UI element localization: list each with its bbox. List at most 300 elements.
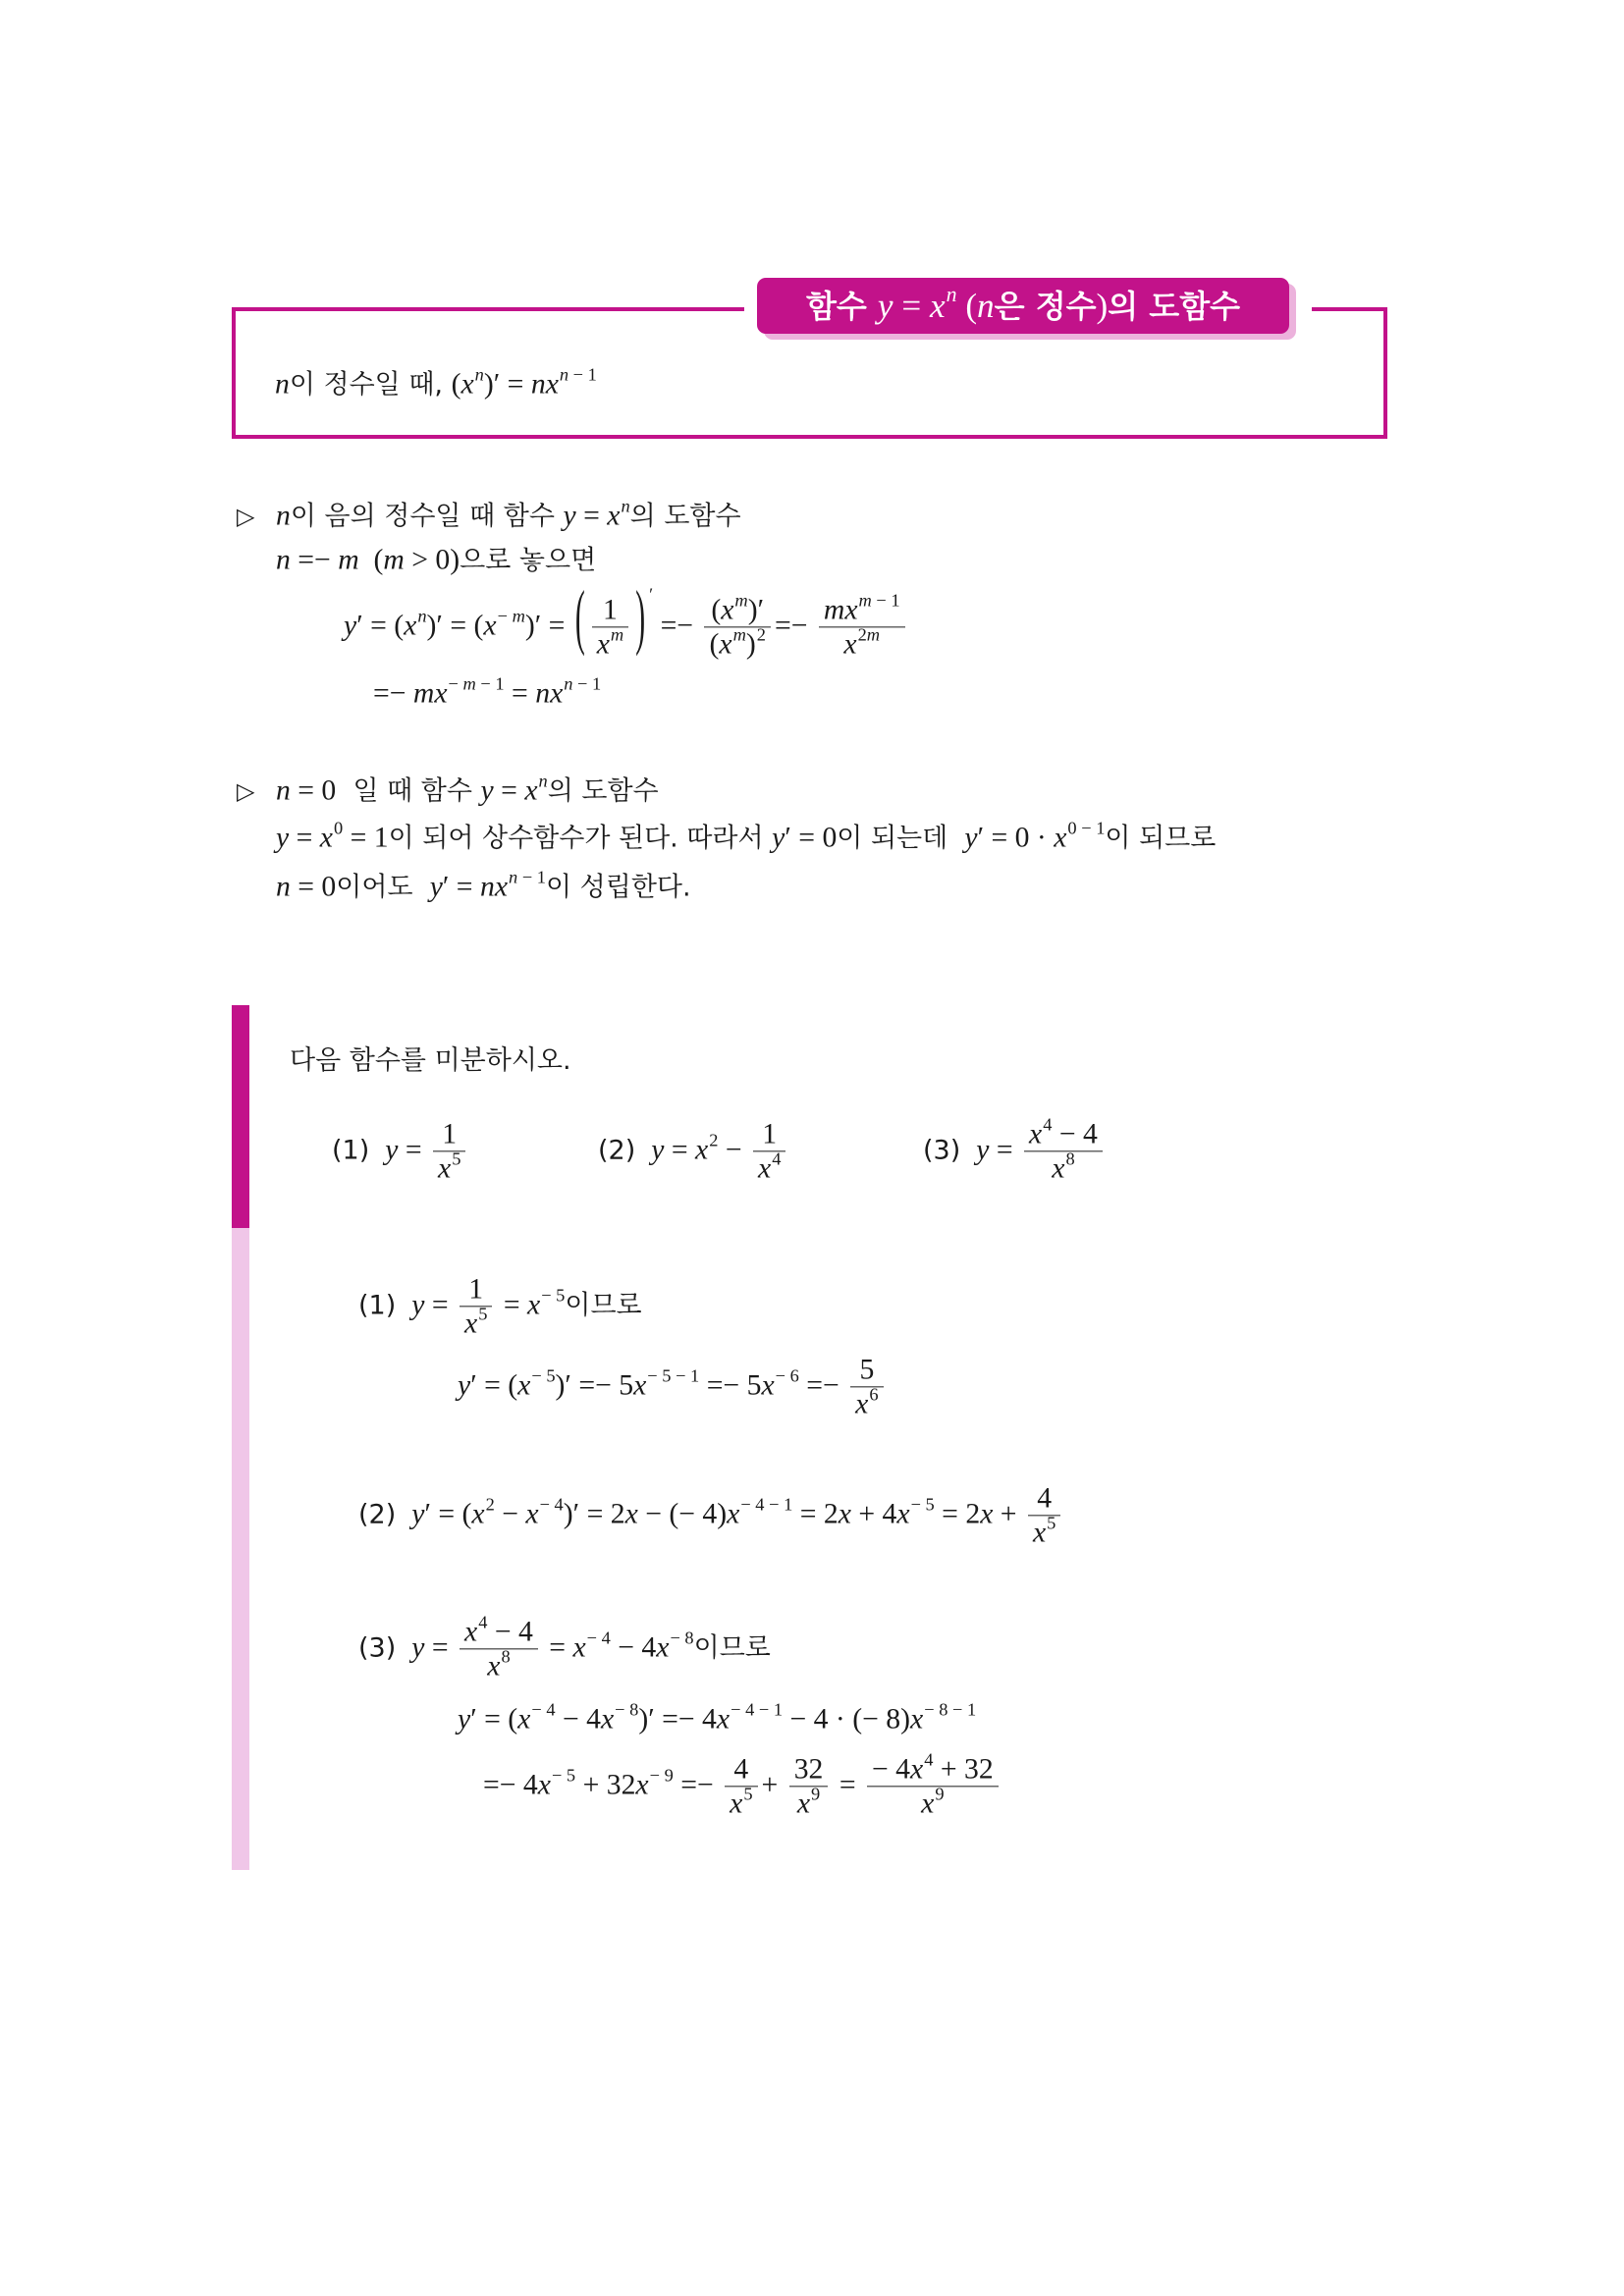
- math-variable: x: [524, 774, 538, 807]
- math-symbol: ′ = (: [470, 1703, 518, 1735]
- fraction-numerator: [867, 1748, 999, 1786]
- math-symbol: − 5 − 1: [647, 1365, 700, 1386]
- math-symbol: )′ =: [524, 610, 572, 642]
- math-symbol: ′: [649, 584, 654, 605]
- fraction-numerator: [819, 589, 905, 626]
- superscript: [498, 606, 525, 625]
- math-variable: y: [411, 1289, 425, 1321]
- math-symbol: =: [664, 1134, 696, 1166]
- solution-1-line-2: [458, 1353, 888, 1420]
- math-symbol: 1: [442, 1118, 458, 1150]
- superscript: [733, 624, 746, 644]
- math-symbol: 4: [478, 1611, 488, 1631]
- solution-2-line-1: [358, 1481, 1064, 1549]
- fraction-numerator: [704, 589, 770, 626]
- fraction-denominator: [433, 1148, 465, 1186]
- math-symbol: 1: [468, 1273, 484, 1306]
- theorem-title: [805, 283, 1241, 325]
- math-symbol: − (− 4): [637, 1498, 728, 1530]
- math-symbol: 5: [478, 1304, 488, 1324]
- math-symbol: − 9: [649, 1765, 674, 1786]
- math-symbol: + 32: [575, 1769, 636, 1801]
- math-variable: mx: [412, 677, 448, 710]
- solution-3-line-3: [483, 1748, 1002, 1820]
- math-variable: m: [866, 624, 881, 645]
- math-symbol: ′ = (: [424, 1498, 472, 1530]
- math-variable: y: [964, 822, 978, 854]
- superscript: [478, 1304, 487, 1323]
- math-variable: x: [537, 1769, 551, 1801]
- fraction-denominator: [819, 624, 905, 662]
- math-variable: x: [483, 610, 497, 642]
- superscript: [334, 818, 343, 837]
- math-variable: x: [319, 822, 333, 854]
- math-symbol: (: [358, 544, 384, 576]
- superscript: [531, 1365, 555, 1385]
- math-symbol: − 5: [541, 1285, 566, 1306]
- math-variable: m: [338, 544, 359, 576]
- fraction-denominator: [460, 1646, 538, 1683]
- math-symbol: ′ =: [442, 871, 480, 903]
- math-symbol: 5: [859, 1354, 875, 1386]
- math-symbol: 4: [924, 1748, 934, 1769]
- triangle-bullet-icon: ▷: [237, 503, 255, 530]
- superscript: [649, 584, 653, 604]
- fraction-denominator: [704, 624, 770, 662]
- math-variable: y: [458, 1703, 471, 1735]
- math-variable: x: [464, 1308, 478, 1340]
- fraction-denominator: [592, 624, 628, 662]
- math-variable: nx: [530, 368, 559, 400]
- math-variable: x: [730, 1788, 743, 1820]
- fraction-numerator: [1028, 1481, 1060, 1515]
- math-symbol: ′ = (: [356, 610, 405, 642]
- fraction-denominator: [460, 1304, 492, 1341]
- math-symbol: −: [718, 1134, 750, 1166]
- math-variable: x: [716, 1703, 731, 1735]
- math-variable: n: [417, 606, 427, 626]
- math-symbol: 2: [485, 1494, 495, 1515]
- math-variable: n: [559, 364, 569, 385]
- math-symbol: 1: [603, 594, 618, 626]
- math-symbol: =−: [653, 610, 701, 642]
- superscript: [924, 1699, 976, 1719]
- math-variable: x: [527, 1289, 541, 1321]
- fraction-numerator: [725, 1752, 757, 1786]
- math-symbol: − 4: [531, 1699, 556, 1720]
- math-variable: y: [480, 774, 494, 807]
- text-run: 이므로: [693, 1632, 771, 1664]
- solution-expression: [411, 1611, 771, 1682]
- math-symbol: = 0: [290, 774, 337, 807]
- math-symbol: =: [493, 774, 525, 807]
- problem-label: (2): [598, 1135, 636, 1166]
- superscript: [564, 673, 601, 693]
- math-variable: n: [946, 283, 957, 307]
- superscript: [541, 1285, 565, 1305]
- math-symbol: 2: [709, 1130, 719, 1150]
- superscript: [452, 1148, 460, 1168]
- superscript: [587, 1628, 611, 1647]
- math-symbol: )′ = 2: [563, 1498, 625, 1530]
- text-run: 의 도함수: [1108, 287, 1241, 325]
- math-symbol: 8: [1065, 1148, 1075, 1169]
- math-variable: y: [344, 610, 357, 642]
- fraction-denominator: [850, 1384, 883, 1421]
- math-symbol: − 4 · (− 8): [783, 1703, 911, 1735]
- fraction: [725, 1752, 757, 1820]
- text-run: 이어도: [336, 872, 430, 903]
- math-variable: x: [460, 368, 474, 400]
- math-symbol: − 8 − 1: [924, 1699, 977, 1720]
- math-variable: x: [1052, 1152, 1065, 1185]
- math-symbol: =: [398, 1134, 430, 1166]
- exercise-prompt: 다음 함수를 미분하시오.: [290, 1045, 571, 1077]
- fraction-numerator: [433, 1117, 465, 1150]
- math-variable: x: [487, 1650, 501, 1682]
- math-variable: x: [438, 1152, 452, 1185]
- math-variable: x: [721, 594, 734, 626]
- math-symbol: =: [832, 1769, 863, 1801]
- superscript: [611, 624, 623, 644]
- math-symbol: ′ = 0 ·: [977, 822, 1055, 854]
- problem-expression: [651, 1118, 789, 1185]
- superscript: [670, 1628, 693, 1647]
- math-symbol: 2: [857, 624, 867, 645]
- math-variable: x: [921, 1788, 935, 1820]
- triangle-bullet-icon: ▷: [237, 777, 255, 805]
- math-symbol: − 1: [572, 673, 602, 694]
- math-symbol: = 2: [934, 1498, 981, 1530]
- superscript: [1047, 1513, 1056, 1532]
- math-symbol: )′: [747, 594, 765, 626]
- math-variable: x: [930, 286, 946, 325]
- math-variable: x: [727, 1498, 740, 1530]
- math-symbol: =: [424, 1289, 457, 1321]
- superscript: [859, 590, 900, 610]
- math-symbol: 4: [1037, 1482, 1053, 1515]
- superscript: [647, 1365, 699, 1385]
- math-symbol: =: [575, 500, 608, 532]
- math-symbol: − 5: [531, 1365, 556, 1386]
- fraction-denominator: [753, 1148, 785, 1186]
- math-symbol: 1: [762, 1118, 778, 1150]
- fraction: [789, 1752, 829, 1820]
- math-variable: nx: [535, 677, 564, 710]
- superscript: [740, 1494, 792, 1514]
- math-variable: x: [1054, 822, 1067, 854]
- math-symbol: + 32: [933, 1753, 994, 1786]
- math-symbol: =−: [373, 677, 413, 710]
- math-variable: m: [512, 606, 525, 626]
- math-symbol: = 0: [290, 871, 337, 903]
- math-symbol: − 1: [517, 867, 547, 887]
- fraction-numerator: [850, 1353, 883, 1386]
- math-symbol: − 4: [1052, 1118, 1098, 1150]
- math-symbol: 2: [756, 624, 766, 645]
- math-variable: m: [610, 624, 624, 645]
- math-symbol: − 8: [670, 1628, 694, 1648]
- negative-case-derivation-line-1: [344, 578, 909, 661]
- math-variable: n: [977, 286, 995, 325]
- theorem-statement: [275, 366, 597, 402]
- math-symbol: =: [989, 1134, 1021, 1166]
- math-variable: n: [276, 544, 291, 576]
- math-variable: y: [877, 286, 893, 325]
- math-symbol: − 4: [555, 1703, 601, 1735]
- text-run: 은 정수: [994, 287, 1097, 325]
- math-variable: y: [976, 1134, 990, 1166]
- math-symbol: − 4: [539, 1494, 564, 1515]
- math-variable: x: [1032, 1517, 1047, 1549]
- problem-expression: [976, 1113, 1107, 1185]
- math-variable: x: [635, 1769, 649, 1801]
- math-symbol: =−: [290, 544, 339, 576]
- math-variable: x: [517, 1703, 531, 1735]
- math-symbol: − 1: [475, 673, 505, 694]
- math-symbol: 6: [869, 1384, 879, 1405]
- math-variable: x: [758, 1152, 772, 1185]
- negative-case-substitution: [276, 542, 596, 578]
- math-variable: x: [695, 1134, 709, 1166]
- math-variable: nx: [479, 871, 509, 903]
- fraction: [850, 1353, 883, 1420]
- math-symbol: =− 4: [483, 1769, 538, 1801]
- math-variable: x: [525, 1498, 539, 1530]
- big-parenthesis: (: [574, 578, 585, 658]
- math-symbol: − 4 − 1: [731, 1699, 784, 1720]
- fraction-denominator: [1028, 1513, 1060, 1550]
- math-variable: x: [896, 1498, 910, 1530]
- math-symbol: +: [761, 1769, 785, 1801]
- math-variable: x: [910, 1703, 924, 1735]
- superscript: [540, 1494, 564, 1514]
- fraction: [704, 589, 770, 661]
- superscript: [757, 624, 766, 644]
- math-variable: x: [600, 1703, 615, 1735]
- solution-label: (3): [358, 1632, 397, 1664]
- theorem-title-badge: [757, 278, 1289, 334]
- math-variable: x: [404, 610, 417, 642]
- math-symbol: − 1: [568, 364, 597, 385]
- text-run: 이 음의 정수일 때 함수: [290, 501, 564, 532]
- math-symbol: ): [1096, 286, 1109, 325]
- math-variable: x: [471, 1498, 485, 1530]
- math-variable: n: [509, 867, 518, 887]
- math-variable: n: [276, 774, 291, 807]
- math-symbol: 32: [793, 1753, 824, 1786]
- math-symbol: =: [496, 1289, 528, 1321]
- superscript: [772, 1148, 781, 1168]
- text-run: 이므로: [565, 1290, 642, 1321]
- math-variable: x: [855, 1388, 869, 1420]
- math-symbol: (: [451, 368, 461, 400]
- math-symbol: − 4: [586, 1628, 611, 1648]
- superscript: [1067, 818, 1105, 837]
- text-run: 함수: [805, 287, 878, 325]
- fraction: [753, 1117, 785, 1185]
- zero-case-heading: [276, 773, 659, 809]
- superscript: [531, 1699, 555, 1719]
- math-symbol: − 4: [871, 1753, 910, 1786]
- math-variable: x: [980, 1498, 994, 1530]
- superscript: [776, 1365, 799, 1385]
- fraction: [592, 593, 628, 661]
- math-variable: x: [761, 1369, 775, 1402]
- superscript: [924, 1749, 933, 1769]
- math-variable: m: [734, 589, 748, 610]
- math-symbol: )′ =− 5: [555, 1369, 634, 1402]
- superscript: [731, 1699, 783, 1719]
- math-symbol: 0 − 1: [1067, 818, 1106, 838]
- fraction-numerator: [789, 1752, 829, 1786]
- math-symbol: =: [289, 822, 320, 854]
- math-symbol: (: [709, 628, 720, 661]
- math-variable: x: [843, 628, 857, 661]
- math-variable: x: [596, 628, 610, 661]
- math-variable: y: [772, 822, 785, 854]
- superscript: [743, 1784, 752, 1803]
- math-variable: n: [564, 673, 573, 694]
- math-symbol: − 5: [910, 1494, 935, 1515]
- superscript: [486, 1494, 495, 1514]
- math-symbol: 4: [1043, 1113, 1053, 1134]
- math-symbol: =: [504, 677, 536, 710]
- math-variable: x: [719, 628, 732, 661]
- math-symbol: −: [494, 1498, 526, 1530]
- math-variable: y: [276, 822, 290, 854]
- math-variable: n: [276, 871, 291, 903]
- problem-expression: [385, 1118, 469, 1185]
- superscript: [449, 673, 505, 693]
- text-run: 이 정수일 때,: [289, 369, 452, 400]
- math-symbol: > 0): [404, 544, 460, 576]
- math-variable: mx: [823, 594, 858, 626]
- exercise-accent-bar: [232, 1005, 249, 1228]
- math-symbol: − 8: [615, 1699, 639, 1720]
- math-symbol: = 1: [343, 822, 389, 854]
- math-variable: x: [517, 1369, 531, 1402]
- math-variable: n: [474, 364, 484, 385]
- text-run: 이 되는데: [837, 823, 965, 854]
- solution-1-line-1: [358, 1272, 642, 1340]
- math-symbol: 9: [935, 1784, 945, 1804]
- math-symbol: =−: [673, 1769, 722, 1801]
- math-symbol: −: [497, 606, 513, 626]
- superscript: [811, 1784, 820, 1803]
- fraction: [1028, 1481, 1060, 1549]
- math-variable: y: [458, 1369, 471, 1402]
- fraction-denominator: [789, 1784, 829, 1821]
- math-symbol: 4: [772, 1148, 782, 1169]
- fraction-denominator: [867, 1784, 999, 1821]
- fraction: [1024, 1113, 1103, 1185]
- fraction-numerator: [592, 593, 628, 626]
- solution-3-line-2: [458, 1701, 976, 1737]
- fraction: [460, 1272, 492, 1340]
- math-symbol: =−: [774, 610, 815, 642]
- math-variable: m: [383, 544, 405, 576]
- math-variable: y: [411, 1631, 425, 1664]
- solution-expression: [411, 1273, 642, 1340]
- superscript: [734, 590, 747, 610]
- math-variable: x: [633, 1369, 647, 1402]
- math-variable: x: [572, 1631, 586, 1664]
- math-variable: x: [1029, 1118, 1043, 1150]
- math-variable: m: [858, 589, 872, 610]
- text-run: 이 되어 상수함수가 된다. 따라서: [388, 823, 773, 854]
- math-symbol: (: [956, 286, 978, 325]
- fraction-numerator: [753, 1117, 785, 1150]
- math-variable: x: [796, 1788, 811, 1820]
- superscript: [1065, 1148, 1074, 1168]
- text-run: 으로 놓으면: [460, 545, 597, 576]
- superscript: [552, 1765, 575, 1785]
- math-symbol: 5: [743, 1784, 753, 1804]
- text-run: 의 도함수: [547, 775, 659, 807]
- problem-2: [598, 1117, 789, 1185]
- math-variable: n: [538, 771, 548, 791]
- math-symbol: − 5: [551, 1765, 576, 1786]
- superscript: [501, 1646, 510, 1666]
- fraction: [433, 1117, 465, 1185]
- fraction-numerator: [460, 1272, 492, 1306]
- superscript: [911, 1494, 935, 1514]
- math-symbol: ′ = 0: [785, 822, 838, 854]
- math-variable: n: [276, 500, 291, 532]
- math-symbol: + 4: [850, 1498, 897, 1530]
- superscript: [539, 771, 548, 790]
- math-variable: x: [464, 1616, 478, 1648]
- math-symbol: − 4: [487, 1616, 533, 1648]
- math-symbol: (: [711, 594, 722, 626]
- math-variable: y: [429, 871, 443, 903]
- superscript: [560, 364, 597, 384]
- math-symbol: ′ = (: [470, 1369, 518, 1402]
- math-variable: y: [385, 1134, 399, 1166]
- fraction-denominator: [1024, 1148, 1103, 1186]
- superscript: [621, 496, 629, 515]
- superscript: [869, 1384, 878, 1404]
- superscript: [935, 1784, 944, 1803]
- text-run: 의 도함수: [629, 501, 741, 532]
- math-variable: m: [732, 624, 746, 645]
- problem-label: (1): [332, 1135, 370, 1166]
- fraction-denominator: [725, 1784, 757, 1821]
- math-symbol: )′ = (: [426, 610, 484, 642]
- math-symbol: =− 5: [699, 1369, 762, 1402]
- math-variable: m: [462, 673, 476, 694]
- problem-label: (3): [923, 1135, 961, 1166]
- math-variable: n: [621, 496, 630, 516]
- superscript: [509, 867, 546, 886]
- math-symbol: − 4 − 1: [740, 1494, 793, 1515]
- math-symbol: =: [541, 1631, 573, 1664]
- math-variable: y: [411, 1498, 425, 1530]
- solution-expression: [411, 1482, 1064, 1549]
- math-symbol: − 4: [610, 1631, 657, 1664]
- math-variable: x: [838, 1498, 851, 1530]
- text-run: 이 되므로: [1105, 823, 1217, 854]
- negative-case-heading: [276, 498, 741, 534]
- math-symbol: 5: [452, 1148, 461, 1169]
- fraction: [460, 1611, 538, 1682]
- math-variable: x: [910, 1753, 924, 1786]
- superscript: [650, 1765, 674, 1785]
- math-symbol: 4: [733, 1753, 749, 1786]
- math-variable: x: [607, 500, 621, 532]
- big-parenthesis: ): [635, 578, 646, 658]
